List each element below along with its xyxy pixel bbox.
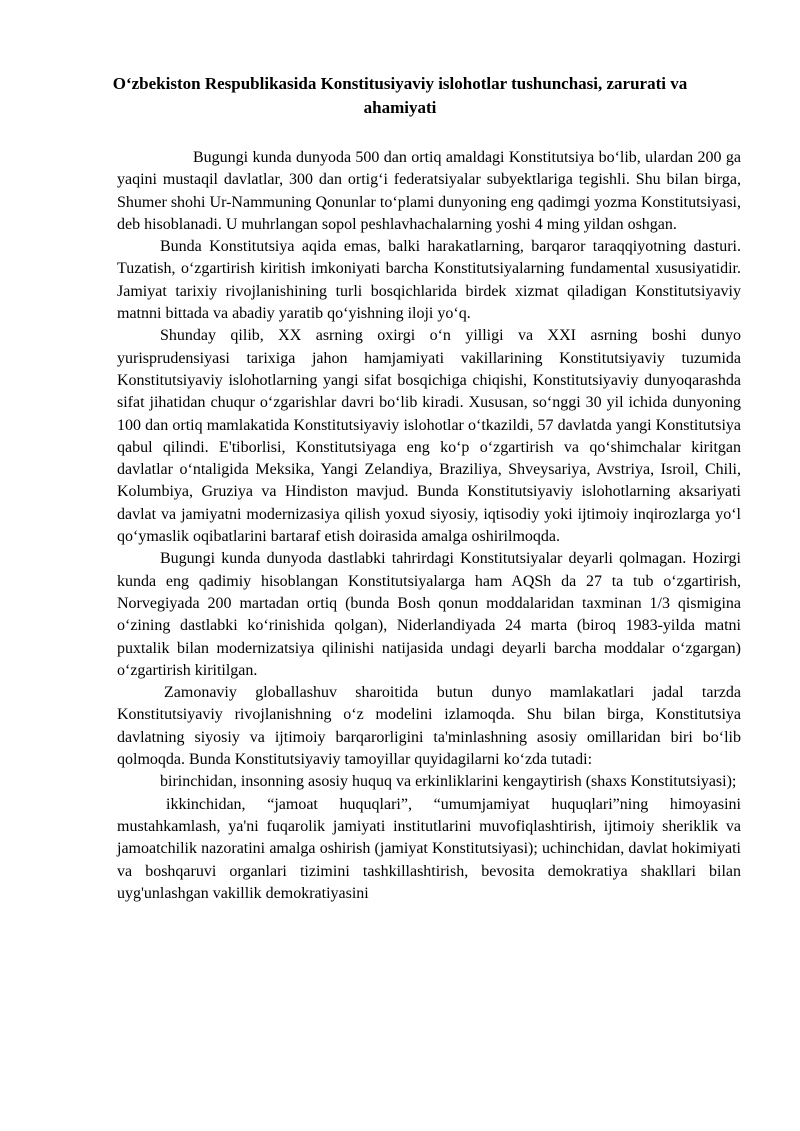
paragraph: Shunday qilib, XX asrning oxirgi o‘n yilligi va XXI asrning boshi dunyo yurisprudensiyasi tarixiga jahon hamjamiyati vakillarining Konstitutsiyaviy tuzumida Konstitutsiyaviy islohotlarning yangi sifat bosqichiga chiqishi, Konstitutsiyaviy dunyoqarashda sifat jihatidan chuqur o‘zgarishlar davri bo‘lib kiradi. Xususan, so‘nggi 30 yil ichida dunyoning 100 dan ortiq mamlakatida Konstitutsiyaviy islohotlar o‘tkazildi, 57 davlatda yangi Konstitutsiya qabul qilindi. E'tiborlisi, Konstitutsiyaga eng ko‘p o‘zgartirish va qo‘shimchalar kiritgan davlatlar o‘ntaligida Meksika, Yangi Zelandiya, Braziliya, Shveysariya, Avstriya, Isroil, Chili, Kolumbiya, Gruziya va Hindiston mavjud. Bunda Konstitutsiyaviy islohotlarning aksariyati davlat va jamiyatni modernizasiya qilish yoxud siyosiy, iqtisodiy yoki ijtimoiy inqirozlarga yo‘l qo‘ymaslik oqibatlarini bartaraf etish doirasida amalga oshirilmoqda. bbox=[117, 327, 741, 546]
paragraph: ikkinchidan, “jamoat huquqlari”, “umumjamiyat huquqlari”ning himoyasini mustahkamlash, ya'ni fuqarolik jamiyati institutlarini muvofiqlashtirish, ijtimoiy sheriklik va jamoatchilik nazoratini amalga oshirish (jamiyat Konstitutsiyasi); uchinchidan, davlat hokimiyati va boshqaruvi organlari tizimini tashkillashtirish, bevosita demokratiya shakllari bilan uyg'unlashgan vakillik demokratiyasini bbox=[117, 795, 741, 902]
document-body bbox=[117, 147, 741, 905]
document-title: O‘zbekiston Respublikasida Konstitusiyaviy islohotlar tushunchasi, zarurati va ahamiyati bbox=[112, 74, 688, 117]
paragraph: birinchidan, insonning asosiy huquq va erkinliklarini kengaytirish (shaxs Konstitutsiyasi); bbox=[160, 773, 737, 791]
paragraph: Bugungi kunda dunyoda dastlabki tahrirdagi Konstitutsiyalar deyarli qolmagan. Hozirgi kunda eng qadimiy hisoblangan Konstitutsiyalarga ham AQSh da 27 ta tub o‘zgartirish, Norvegiyada 200 martadan ortiq (bunda Bosh qonun moddalaridan taxminan 1/3 qismigina o‘zining dastlabki ko‘rinishida qolgan), Niderlandiyada 24 marta (biroq 1983-yilda matni puxtalik bilan modernizatsiya qilinishi natijasida undagi deyarli barcha moddalar o‘zgargan) o‘zgartirish kiritilgan. bbox=[117, 550, 741, 679]
paragraph: Bunda Konstitutsiya aqida emas, balki harakatlarning, barqaror taraqqiyotning dasturi. Tuzatish, o‘zgartirish kiritish imkoniyati barcha Konstitutsiyalarning fundamental xususiyatidir. Jamiyat tarixiy rivojlanishining turli bosqichlarida birdek xizmat qiladigan Konstitutsiyaviy matnni bittada va abadiy yaratib qo‘yishning iloji yo‘q. bbox=[117, 238, 741, 323]
paragraph: Zamonaviy globallashuv sharoitida butun dunyo mamlakatlari jadal tarzda Konstitutsiyaviy rivojlanishning o‘z modelini izlamoqda. Shu bilan birga, Konstitutsiya davlatning siyosiy va ijtimoiy barqarorligini ta'minlashning asosiy omillaridan biri bo‘lib qolmoqda. Bunda Konstitutsiyaviy tamoyillar quyidagilarni ko‘zda tutadi: bbox=[117, 684, 741, 769]
paragraph: Bugungi kunda dunyoda 500 dan ortiq amaldagi Konstitutsiya bo‘lib, ulardan 200 ga yaqini mustaqil davlatlar, 300 dan ortig‘i federatsiyalar subyektlariga tegishli. Shu bilan birga, Shumer shohi Ur-Nammuning Qonunlar to‘plami dunyoning eng qadimgi yozma Konstitutsiyasi, deb hisoblanadi. U muhrlangan sopol peshlavhachalarning yoshi 4 ming yildan oshgan. bbox=[117, 149, 741, 233]
